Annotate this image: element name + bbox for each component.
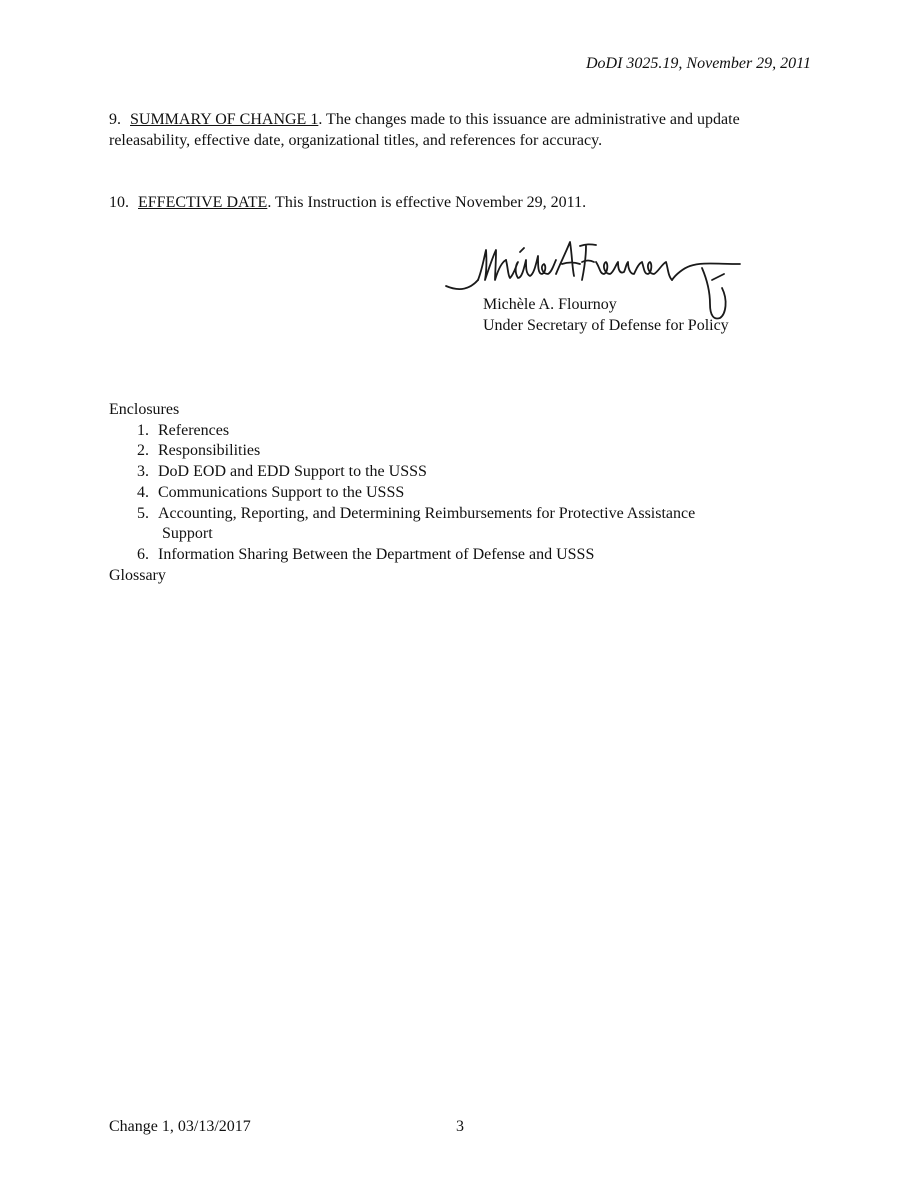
- list-item: [109, 483, 809, 504]
- list-item: [109, 504, 809, 545]
- list-item-text: Accounting, Reporting, and Determining Reimbursements for Protective Assistance: [158, 504, 696, 522]
- list-item-text: Communications Support to the USSS: [158, 483, 405, 501]
- list-item: [109, 545, 809, 566]
- list-item: [109, 441, 809, 462]
- enclosures-heading: Enclosures: [109, 401, 180, 418]
- list-item: [109, 421, 809, 442]
- signatory-name: Michèle A. Flournoy: [483, 296, 617, 313]
- list-item-text: DoD EOD and EDD Support to the USSS: [158, 463, 427, 481]
- list-item-number: 4.: [137, 483, 149, 501]
- effective-date-paragraph: [109, 192, 799, 213]
- list-item-continuation: Support: [162, 525, 213, 543]
- list-item-number: 6.: [137, 545, 149, 563]
- enclosures-list: [109, 400, 809, 586]
- section-heading: SUMMARY OF CHANGE 1: [130, 111, 319, 128]
- list-item-number: 1.: [137, 421, 149, 439]
- footer-change-date: Change 1, 03/13/2017: [109, 1118, 251, 1135]
- list-item-text: Information Sharing Between the Department of Defense and USSS: [158, 545, 595, 563]
- summary-of-change-paragraph: [109, 109, 799, 151]
- list-item-text: Responsibilities: [158, 442, 261, 460]
- section-heading: EFFECTIVE DATE: [138, 194, 268, 211]
- glossary-label: Glossary: [109, 566, 166, 584]
- list-item-number: 2.: [137, 442, 149, 460]
- signatory-title: Under Secretary of Defense for Policy: [483, 317, 729, 334]
- document-header: DoDI 3025.19, November 29, 2011: [585, 55, 811, 72]
- list-item-number: 3.: [137, 463, 149, 481]
- list-item-number: 5.: [137, 504, 149, 522]
- page-number: 3: [456, 1118, 464, 1135]
- section-number: 9.: [109, 111, 121, 128]
- section-number: 10.: [109, 194, 129, 211]
- list-item: [109, 462, 809, 483]
- section-text: . This Instruction is effective November 29, 2011.: [267, 194, 587, 211]
- list-item-text: References: [158, 421, 230, 439]
- section-text: . The changes made to this issuance are administrative and update releasability, effective date, organizational titles, and references for accuracy.: [109, 111, 740, 149]
